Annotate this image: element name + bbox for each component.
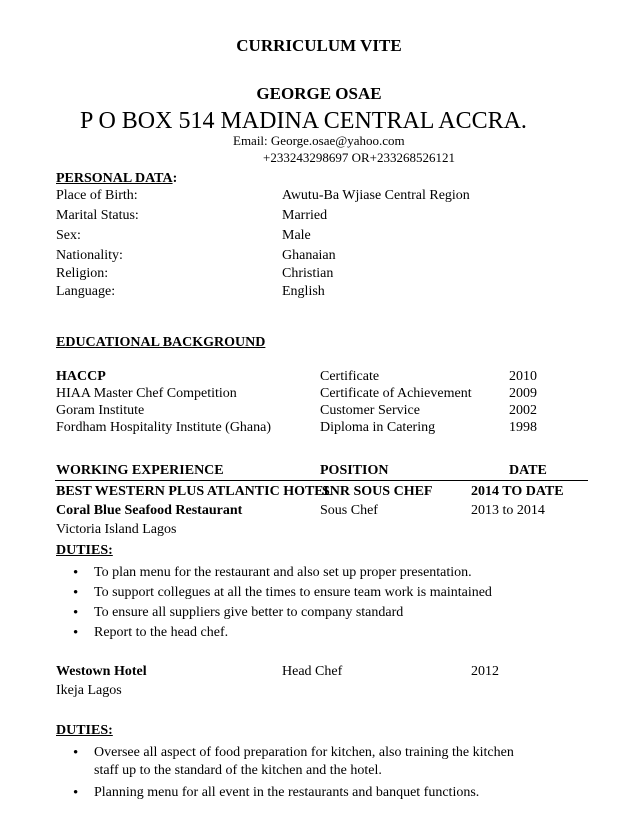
- duties-list: [56, 783, 479, 803]
- education-qualification: Customer Service: [320, 403, 420, 418]
- duties-list: [56, 743, 514, 763]
- phone-line: +233243298697 OR+233268526121: [263, 150, 455, 165]
- job-employer: Coral Blue Seafood Restaurant: [56, 503, 243, 518]
- personal-value: Married: [282, 208, 328, 223]
- job-location: Ikeja Lagos: [56, 683, 122, 698]
- personal-label: Nationality:: [56, 248, 123, 263]
- duty-item: • Planning menu for all event in the restaurants and banquet functions.: [56, 783, 479, 803]
- personal-value: English: [282, 284, 325, 299]
- education-year: 2002: [509, 403, 537, 418]
- education-heading: EDUCATIONAL BACKGROUND: [56, 335, 266, 350]
- personal-value: Awutu-Ba Wjiase Central Region: [282, 188, 470, 203]
- education-institution: Fordham Hospitality Institute (Ghana): [56, 420, 272, 435]
- duty-item: • To ensure all suppliers give better to company standard: [56, 603, 492, 623]
- education-year: 1998: [509, 420, 537, 435]
- duty-item: • Report to the head chef.: [56, 623, 492, 643]
- education-institution: Goram Institute: [56, 403, 145, 418]
- postal-address: P O BOX 514 MADINA CENTRAL ACCRA.: [80, 108, 527, 134]
- personal-value: Christian: [282, 266, 334, 281]
- job-position: Head Chef: [282, 664, 343, 679]
- duties-heading: DUTIES:: [56, 543, 113, 558]
- section-divider: [55, 480, 588, 481]
- duty-item: • To plan menu for the restaurant and also set up proper presentation.: [56, 563, 492, 583]
- education-qualification: Certificate of Achievement: [320, 386, 472, 401]
- personal-label: Religion:: [56, 266, 109, 281]
- job-date: 2012: [471, 664, 499, 679]
- personal-value: Male: [282, 228, 311, 243]
- duty-continuation: staff up to the standard of the kitchen and the hotel.: [94, 763, 382, 778]
- personal-label: Place of Birth:: [56, 188, 138, 203]
- email-line: Email: George.osae@yahoo.com: [233, 133, 405, 148]
- job-date: 2014 TO DATE: [471, 484, 564, 499]
- education-qualification: Certificate: [320, 369, 380, 384]
- document-title: CURRICULUM VITE: [236, 36, 402, 55]
- job-position: SNR SOUS CHEF: [322, 484, 433, 499]
- personal-value: Ghanaian: [282, 248, 336, 263]
- education-year: 2009: [509, 386, 537, 401]
- education-year: 2010: [509, 369, 537, 384]
- job-position: Sous Chef: [320, 503, 378, 518]
- job-date: 2013 to 2014: [471, 503, 545, 518]
- personal-label: Language:: [56, 284, 116, 299]
- job-employer: Westown Hotel: [56, 664, 147, 679]
- position-header: POSITION: [320, 463, 389, 478]
- personal-label: Sex:: [56, 228, 81, 243]
- candidate-name: GEORGE OSAE: [256, 84, 382, 103]
- personal-data-heading: PERSONAL DATA:: [56, 171, 178, 186]
- duties-list: [56, 563, 492, 643]
- date-header: DATE: [509, 463, 547, 478]
- education-institution: HIAA Master Chef Competition: [56, 386, 237, 401]
- duty-item: • Oversee all aspect of food preparation for kitchen, also training the kitchen: [56, 743, 514, 763]
- job-location: Victoria Island Lagos: [56, 522, 177, 537]
- education-qualification: Diploma in Catering: [320, 420, 436, 435]
- duty-item: • To support collegues at all the times to ensure team work is maintained: [56, 583, 492, 603]
- personal-label: Marital Status:: [56, 208, 139, 223]
- education-institution: HACCP: [56, 369, 106, 384]
- work-experience-header: WORKING EXPERIENCE: [56, 463, 224, 478]
- job-employer: BEST WESTERN PLUS ATLANTIC HOTEL: [56, 484, 333, 499]
- duties-heading: DUTIES:: [56, 723, 113, 738]
